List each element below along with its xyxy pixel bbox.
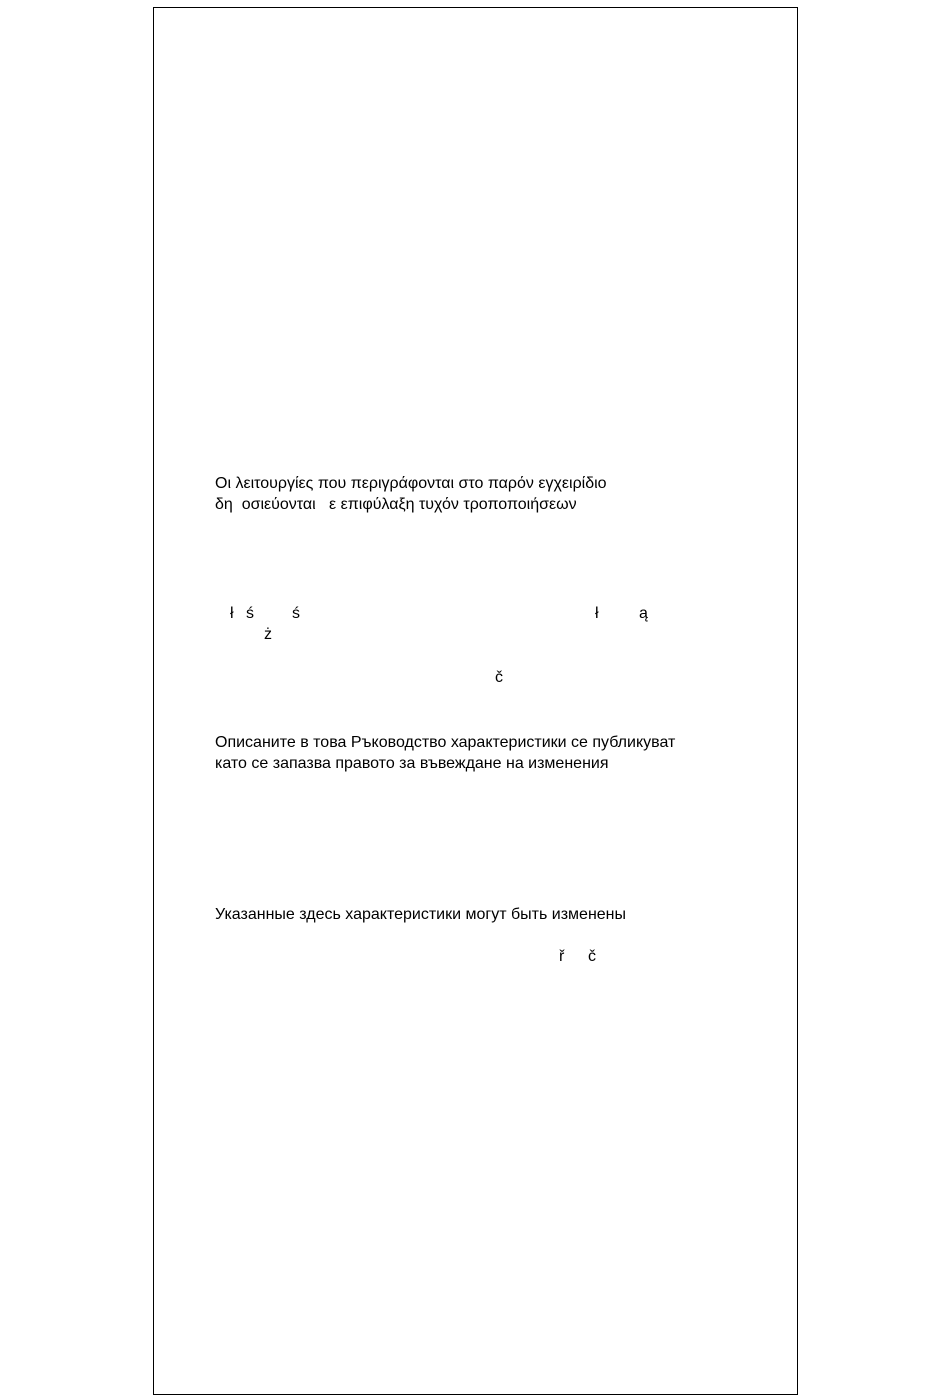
polish-glyph-3: ś [292, 605, 300, 622]
greek-notice-line-2: δη οσιεύονται ε επιφύλαξη τυχόν τροποποιήσεων [215, 496, 577, 513]
polish-glyph-4: ż [264, 626, 272, 643]
polish-glyph-6: ą [639, 605, 648, 622]
polish-glyph-5: ł [595, 605, 599, 622]
document-page [153, 7, 798, 1395]
polish-glyph-7: č [495, 669, 503, 686]
czech-glyph-1: ř [559, 948, 565, 965]
polish-glyph-1: ł [230, 605, 234, 622]
bulgarian-notice-line-2: като се запазва правото за въвеждане на изменения [215, 755, 609, 772]
russian-notice-line-1: Указанные здесь характеристики могут быть изменены [215, 906, 627, 923]
czech-glyph-2: č [588, 948, 596, 965]
bulgarian-notice-line-1: Описаните в това Ръководство характеристики се публикуват [215, 734, 676, 751]
greek-notice-line-1: Οι λειτουργίες που περιγράφονται στο παρόν εγχειρίδιο [215, 475, 607, 492]
polish-glyph-2: ś [246, 605, 254, 622]
